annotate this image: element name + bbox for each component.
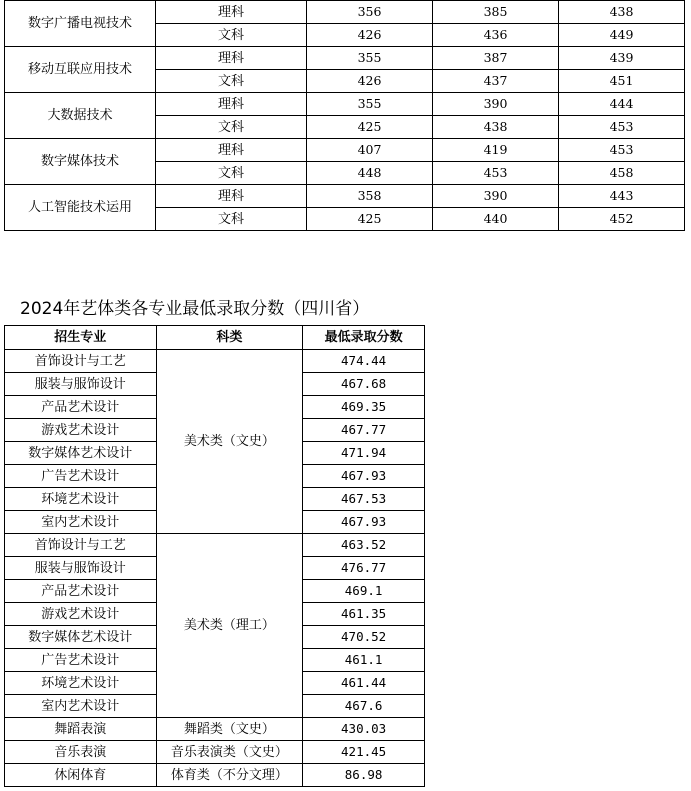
- category-cell: 音乐表演类（文史）: [156, 741, 303, 764]
- major-name: 环境艺术设计: [5, 672, 157, 695]
- score-cell: 458: [559, 162, 685, 185]
- min-score-cell: 461.35: [303, 603, 425, 626]
- major-name: 人工智能技术运用: [5, 185, 156, 231]
- major-name: 音乐表演: [5, 741, 157, 764]
- major-name: 首饰设计与工艺: [5, 350, 157, 373]
- min-score-cell: 421.45: [303, 741, 425, 764]
- score-cell: 443: [559, 185, 685, 208]
- major-name: 数字广播电视技术: [5, 1, 156, 47]
- score-cell: 452: [559, 208, 685, 231]
- category-cell: 理科: [156, 47, 307, 70]
- category-cell: 理科: [156, 185, 307, 208]
- score-cell: 444: [559, 93, 685, 116]
- score-cell: 390: [433, 185, 559, 208]
- min-score-cell: 467.93: [303, 511, 425, 534]
- min-score-cell: 469.1: [303, 580, 425, 603]
- score-cell: 407: [307, 139, 433, 162]
- min-score-cell: 467.53: [303, 488, 425, 511]
- major-name: 广告艺术设计: [5, 649, 157, 672]
- table-row: [5, 93, 685, 116]
- score-cell: 438: [433, 116, 559, 139]
- min-score-cell: 467.68: [303, 373, 425, 396]
- header-category: 科类: [156, 326, 303, 350]
- score-cell: 448: [307, 162, 433, 185]
- art-table-body: [5, 350, 425, 787]
- major-name: 游戏艺术设计: [5, 419, 157, 442]
- major-name: 室内艺术设计: [5, 511, 157, 534]
- section-title: 2024年艺体类各专业最低录取分数（四川省）: [20, 299, 370, 319]
- table-row: [5, 47, 685, 70]
- header-min-score: 最低录取分数: [303, 326, 425, 350]
- score-cell: 440: [433, 208, 559, 231]
- score-cell: 390: [433, 93, 559, 116]
- category-cell: 理科: [156, 139, 307, 162]
- score-cell: 356: [307, 1, 433, 24]
- category-cell: 美术类（文史）: [156, 350, 303, 534]
- major-score-table-body: [5, 1, 685, 231]
- major-name: 数字媒体艺术设计: [5, 626, 157, 649]
- major-name: 产品艺术设计: [5, 580, 157, 603]
- table-row: [5, 185, 685, 208]
- score-cell: 439: [559, 47, 685, 70]
- score-cell: 385: [433, 1, 559, 24]
- category-cell: 文科: [156, 208, 307, 231]
- category-cell: 体育类（不分文理）: [156, 764, 303, 787]
- score-cell: 437: [433, 70, 559, 93]
- table-row: [5, 764, 425, 787]
- min-score-cell: 474.44: [303, 350, 425, 373]
- table-row: [5, 350, 425, 373]
- min-score-cell: 463.52: [303, 534, 425, 557]
- min-score-cell: 470.52: [303, 626, 425, 649]
- score-cell: 449: [559, 24, 685, 47]
- table-row: [5, 534, 425, 557]
- category-cell: 理科: [156, 1, 307, 24]
- header-row: [5, 326, 425, 350]
- min-score-cell: 430.03: [303, 718, 425, 741]
- score-cell: 358: [307, 185, 433, 208]
- table-row: [5, 139, 685, 162]
- score-cell: 453: [433, 162, 559, 185]
- score-cell: 355: [307, 47, 433, 70]
- min-score-cell: 469.35: [303, 396, 425, 419]
- major-name: 数字媒体技术: [5, 139, 156, 185]
- category-cell: 文科: [156, 116, 307, 139]
- major-name: 数字媒体艺术设计: [5, 442, 157, 465]
- score-cell: 451: [559, 70, 685, 93]
- score-cell: 419: [433, 139, 559, 162]
- major-name: 室内艺术设计: [5, 695, 157, 718]
- category-cell: 文科: [156, 24, 307, 47]
- score-cell: 387: [433, 47, 559, 70]
- major-name: 环境艺术设计: [5, 488, 157, 511]
- min-score-cell: 467.93: [303, 465, 425, 488]
- category-cell: 理科: [156, 93, 307, 116]
- min-score-cell: 467.6: [303, 695, 425, 718]
- major-name: 休闲体育: [5, 764, 157, 787]
- category-cell: 文科: [156, 70, 307, 93]
- score-cell: 436: [433, 24, 559, 47]
- major-name: 舞蹈表演: [5, 718, 157, 741]
- score-cell: 453: [559, 116, 685, 139]
- header-major: 招生专业: [5, 326, 157, 350]
- category-cell: 文科: [156, 162, 307, 185]
- min-score-cell: 461.44: [303, 672, 425, 695]
- min-score-cell: 461.1: [303, 649, 425, 672]
- major-name: 服装与服饰设计: [5, 373, 157, 396]
- category-cell: 美术类（理工）: [156, 534, 303, 718]
- table-row: [5, 1, 685, 24]
- major-name: 移动互联应用技术: [5, 47, 156, 93]
- score-cell: 426: [307, 24, 433, 47]
- score-cell: 355: [307, 93, 433, 116]
- score-cell: 438: [559, 1, 685, 24]
- art-table-header: [5, 326, 425, 350]
- major-name: 首饰设计与工艺: [5, 534, 157, 557]
- major-name: 广告艺术设计: [5, 465, 157, 488]
- min-score-cell: 467.77: [303, 419, 425, 442]
- table-row: [5, 741, 425, 764]
- major-name: 服装与服饰设计: [5, 557, 157, 580]
- major-score-table: [4, 0, 685, 231]
- category-cell: 舞蹈类（文史）: [156, 718, 303, 741]
- min-score-cell: 476.77: [303, 557, 425, 580]
- score-cell: 425: [307, 116, 433, 139]
- table-row: [5, 718, 425, 741]
- min-score-cell: 86.98: [303, 764, 425, 787]
- score-cell: 426: [307, 70, 433, 93]
- score-cell: 425: [307, 208, 433, 231]
- major-name: 产品艺术设计: [5, 396, 157, 419]
- major-name: 大数据技术: [5, 93, 156, 139]
- min-score-cell: 471.94: [303, 442, 425, 465]
- score-cell: 453: [559, 139, 685, 162]
- art-score-table: [4, 325, 425, 787]
- major-name: 游戏艺术设计: [5, 603, 157, 626]
